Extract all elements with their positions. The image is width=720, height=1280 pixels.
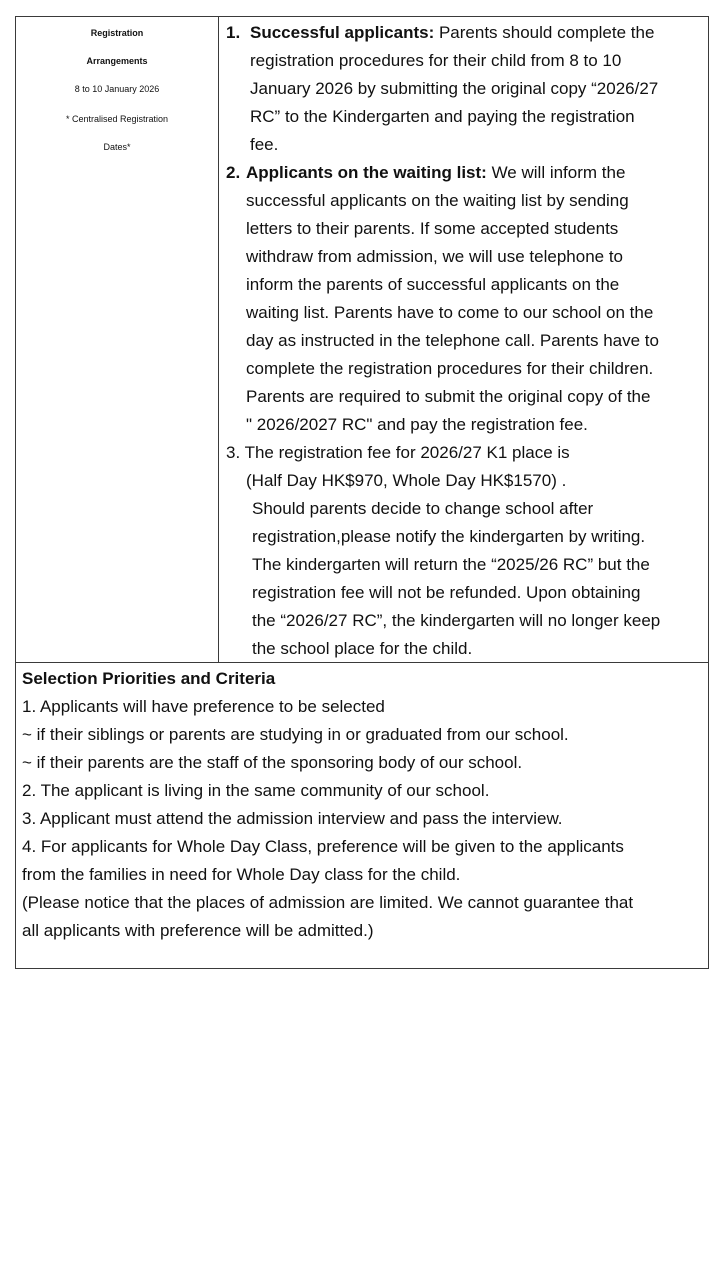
item2-line: complete the registration procedures for their children. — [246, 359, 654, 378]
selection-line: 2. The applicant is living in the same community of our school. — [22, 781, 490, 800]
item3-line: registration,please notify the kindergarten by writing. — [252, 527, 646, 546]
item1-line: fee. — [250, 135, 279, 154]
item2-line: waiting list. Parents have to come to our school on the — [246, 303, 654, 322]
registration-row — [16, 17, 708, 663]
item1-first-line-text: Parents should complete the — [434, 23, 655, 42]
item2-line: inform the parents of successful applicants on the — [246, 275, 620, 294]
item2-first-line — [246, 159, 625, 187]
registration-heading-line2: Arrangements — [86, 56, 148, 66]
selection-heading: Selection Priorities and Criteria — [22, 669, 276, 688]
item1-number: 1. — [226, 23, 241, 42]
item2-line: letters to their parents. If some accepted students — [246, 219, 619, 238]
item2-title: Applicants on the waiting list: — [246, 163, 487, 182]
registration-details-cell — [219, 17, 708, 662]
selection-line: 1. Applicants will have preference to be selected — [22, 697, 385, 716]
selection-line: ~ if their parents are the staff of the sponsoring body of our school. — [22, 753, 523, 772]
item2-line: withdraw from admission, we will use telephone to — [246, 247, 624, 266]
item2-line: day as instructed in the telephone call. Parents have to — [246, 331, 659, 350]
selection-line: (Please notice that the places of admission are limited. We cannot guarantee that — [22, 893, 634, 912]
selection-line: from the families in need for Whole Day class for the child. — [22, 865, 461, 884]
item2-number: 2. — [226, 163, 241, 182]
admission-info-table — [15, 16, 709, 969]
item3-line: the “2026/27 RC”, the kindergarten will no longer keep — [252, 611, 661, 630]
selection-line: all applicants with preference will be admitted.) — [22, 921, 374, 940]
item3-line: the school place for the child. — [252, 639, 473, 658]
item3-line: Should parents decide to change school after — [252, 499, 594, 518]
item2-line: successful applicants on the waiting list by sending — [246, 191, 629, 210]
item1-title: Successful applicants: — [250, 23, 435, 42]
item1-line: January 2026 by submitting the original copy “2026/27 — [250, 79, 659, 98]
item2-first-line-text: We will inform the — [486, 163, 626, 182]
registration-heading-line1: Registration — [90, 28, 144, 38]
item1-line: RC” to the Kindergarten and paying the registration — [250, 107, 635, 126]
item3-fee-line: (Half Day HK$970, Whole Day HK$1570) . — [246, 471, 567, 490]
item1-first-line — [250, 19, 654, 47]
registration-dates: 8 to 10 January 2026 — [74, 84, 160, 94]
item2-line: Parents are required to submit the original copy of the — [246, 387, 651, 406]
registration-note-line2: Dates* — [103, 142, 131, 152]
registration-note-line1: * Centralised Registration — [65, 114, 169, 124]
item1-line: registration procedures for their child from 8 to 10 — [250, 51, 622, 70]
item3-line: registration fee will not be refunded. Upon obtaining — [252, 583, 641, 602]
item3-line: The kindergarten will return the “2025/26 RC” but the — [252, 555, 650, 574]
selection-line: ~ if their siblings or parents are studying in or graduated from our school. — [22, 725, 569, 744]
item3-first-line: 3. The registration fee for 2026/27 K1 place is — [226, 443, 570, 462]
item2-line: " 2026/2027 RC" and pay the registration fee. — [246, 415, 588, 434]
registration-label-cell — [16, 17, 219, 662]
selection-line: 3. Applicant must attend the admission interview and pass the interview. — [22, 809, 563, 828]
selection-line: 4. For applicants for Whole Day Class, preference will be given to the applicants — [22, 837, 624, 856]
selection-criteria-cell — [16, 663, 708, 968]
